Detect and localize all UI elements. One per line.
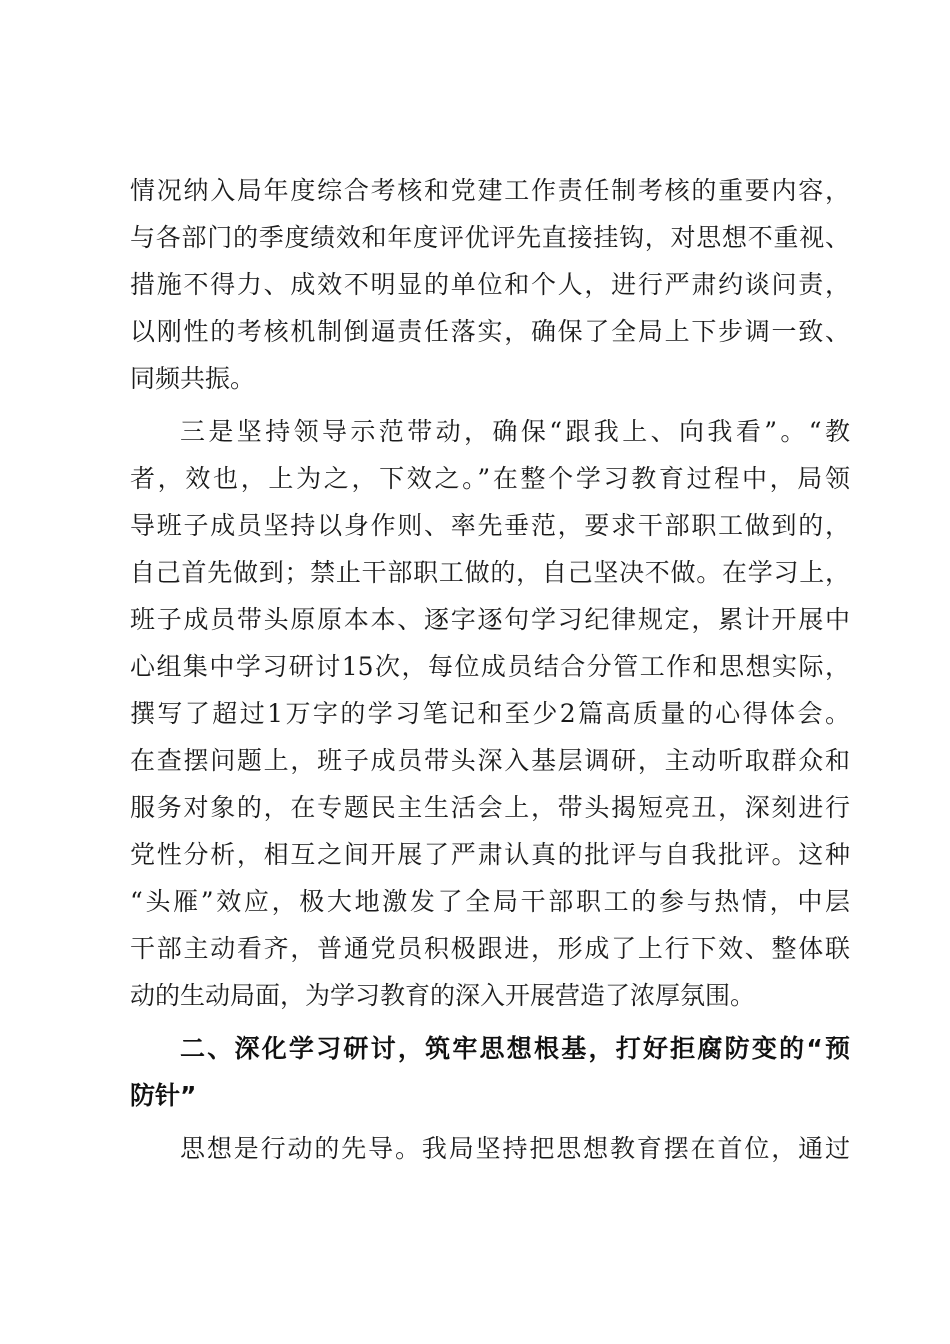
paragraph-2-line-5: 班子成员带头原原本本、逐字逐句学习纪律规定，累计开展中 bbox=[130, 605, 850, 634]
paragraph-1-line-1: 情况纳入局年度综合考核和党建工作责任制考核的重要内容， bbox=[130, 176, 850, 205]
paragraph-2-line-7: 撰写了超过1万字的学习笔记和至少2篇高质量的心得体会。 bbox=[130, 699, 850, 728]
section-heading-line-2: 防针” bbox=[130, 1081, 197, 1110]
paragraph-2-line-2: 者，效也，上为之，下效之。”在整个学习教育过程中，局领 bbox=[130, 464, 850, 493]
paragraph-3-line-1: 思想是行动的先导。我局坚持把思想教育摆在首位，通过 bbox=[180, 1134, 850, 1163]
paragraph-1-line-5: 同频共振。 bbox=[130, 364, 256, 393]
paragraph-2-line-3: 导班子成员坚持以身作则、率先垂范，要求干部职工做到的， bbox=[130, 511, 850, 540]
paragraph-2-line-6: 心组集中学习研讨15次，每位成员结合分管工作和思想实际， bbox=[130, 652, 850, 681]
paragraph-1-line-2: 与各部门的季度绩效和年度评优评先直接挂钩，对思想不重视、 bbox=[130, 223, 850, 252]
paragraph-2-line-4: 自己首先做到；禁止干部职工做的，自己坚决不做。在学习上， bbox=[130, 558, 850, 587]
paragraph-2-line-13: 动的生动局面，为学习教育的深入开展营造了浓厚氛围。 bbox=[130, 981, 756, 1010]
paragraph-2-line-8: 在查摆问题上，班子成员带头深入基层调研，主动听取群众和 bbox=[130, 746, 850, 775]
paragraph-1-line-3: 措施不得力、成效不明显的单位和个人，进行严肃约谈问责， bbox=[130, 270, 850, 299]
paragraph-2-line-10: 党性分析，相互之间开展了严肃认真的批评与自我批评。这种 bbox=[130, 840, 850, 869]
paragraph-2-line-12: 干部主动看齐，普通党员积极跟进，形成了上行下效、整体联 bbox=[130, 934, 850, 963]
paragraph-2-line-9: 服务对象的，在专题民主生活会上，带头揭短亮丑，深刻进行 bbox=[130, 793, 850, 822]
paragraph-2-line-1: 三是坚持领导示范带动，确保“跟我上、向我看”。“教 bbox=[180, 417, 850, 446]
section-heading-line-1: 二、深化学习研讨，筑牢思想根基，打好拒腐防变的“预 bbox=[180, 1034, 850, 1063]
paragraph-1-line-4: 以刚性的考核机制倒逼责任落实，确保了全局上下步调一致、 bbox=[130, 317, 850, 346]
paragraph-2-line-11: “头雁”效应，极大地激发了全局干部职工的参与热情，中层 bbox=[130, 887, 850, 916]
